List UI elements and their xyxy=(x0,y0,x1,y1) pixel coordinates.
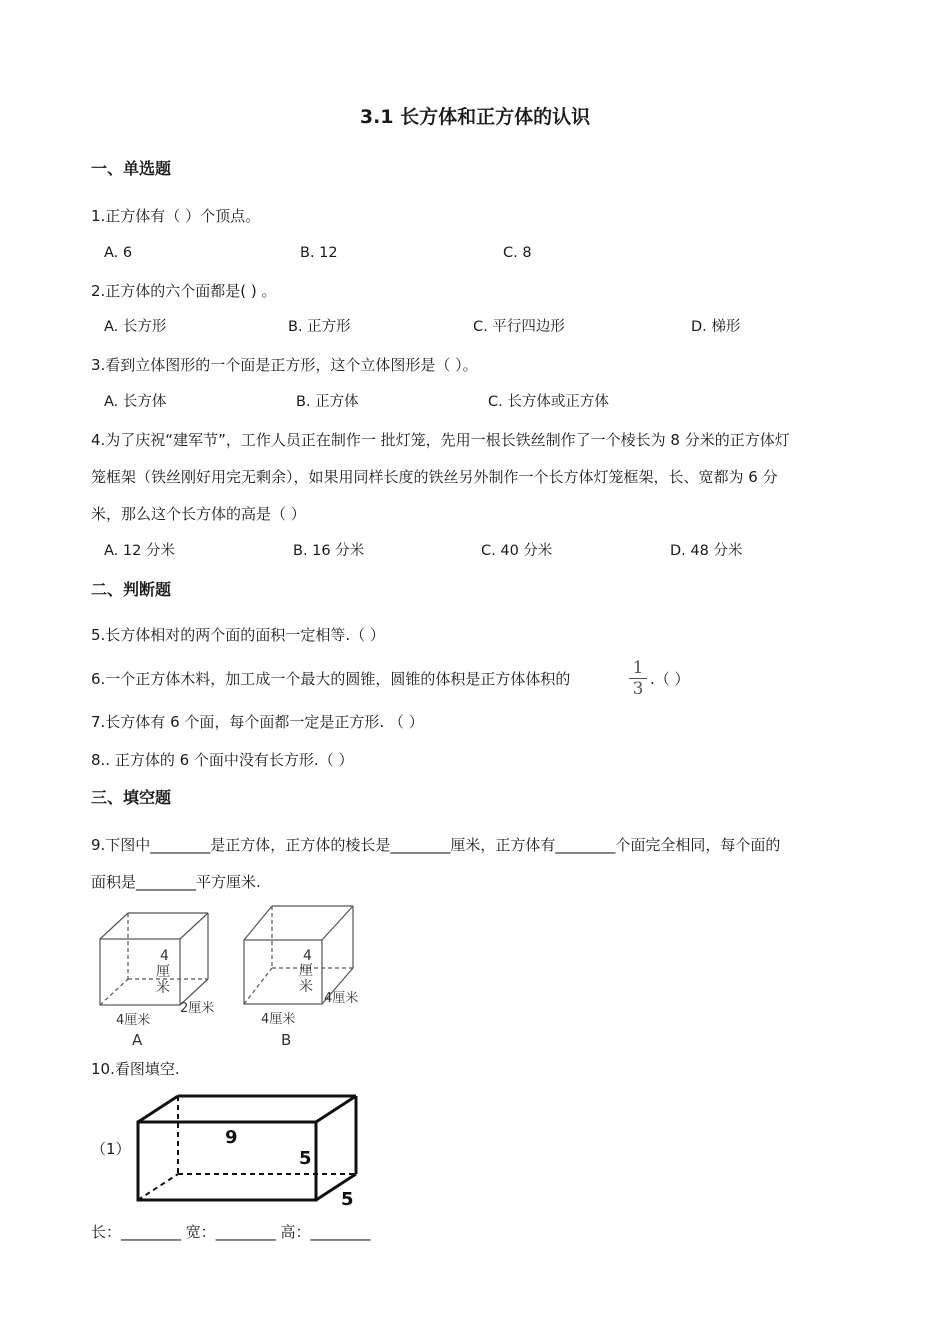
q2-option-b: B. 正方形 xyxy=(288,319,351,335)
figure-cuboid-a xyxy=(96,905,226,1050)
fig-a-height-unit-2: 米 xyxy=(156,980,170,996)
section-heading-single-choice: 一、单选题 xyxy=(91,159,172,178)
question-4-line-1: 4.为了庆祝“建军节”，工作人员正在制作一 批灯笼，先用一根长铁丝制作了一个棱长为 8 分米的正方体灯 xyxy=(91,431,790,449)
q2-option-d: D. 梯形 xyxy=(691,319,741,335)
fig-b-label: B xyxy=(281,1031,292,1049)
q2-option-a: A. 长方形 xyxy=(104,319,167,335)
page-title: 3.1 长方体和正方体的认识 xyxy=(359,106,591,128)
question-6-paren: .（ ） xyxy=(650,670,690,688)
question-10-subpart: （1） xyxy=(91,1140,131,1158)
q3-option-a: A. 长方体 xyxy=(104,394,167,410)
fig-a-length-label: 4厘米 xyxy=(116,1013,151,1028)
fig-a-label: A xyxy=(132,1031,143,1049)
section-heading-fill-in: 三、填空题 xyxy=(91,788,172,807)
question-6-text: 6.一个正方体木料，加工成一个最大的圆锥，圆锥的体积是正方体体积的 xyxy=(91,670,571,688)
question-5: 5.长方体相对的两个面的面积一定相等.（ ） xyxy=(91,626,385,644)
question-4-line-3: 米，那么这个长方体的高是（ ） xyxy=(91,505,306,523)
question-10-answer-line: 长：________ 宽：________ 高：________ xyxy=(91,1223,371,1241)
fraction-numerator: 1 xyxy=(632,658,644,678)
q10-height-dimension: 5 xyxy=(299,1148,312,1169)
fig-a-width-label: 2厘米 xyxy=(180,1001,215,1016)
q10-top-dimension: 9 xyxy=(225,1127,238,1148)
question-3: 3.看到立体图形的一个面是正方形，这个立体图形是（ ）。 xyxy=(91,356,478,374)
q1-option-b: B. 12 xyxy=(300,245,338,261)
question-2: 2.正方体的六个面都是( ) 。 xyxy=(91,282,277,300)
q3-option-b: B. 正方体 xyxy=(296,394,359,410)
question-9-line-1: 9.下图中________是正方体，正方体的棱长是________厘米，正方体有________个面完全相同，每个面的 xyxy=(91,836,781,854)
fig-b-height-value: 4 xyxy=(303,948,312,964)
fig-b-length-label: 4厘米 xyxy=(261,1012,296,1027)
question-1: 1.正方体有（ ）个顶点。 xyxy=(91,207,261,225)
fig-b-height-unit-1: 厘 xyxy=(299,963,313,979)
fig-a-height-unit-1: 厘 xyxy=(156,964,170,980)
question-4-line-2: 笼框架（铁丝刚好用完无剩余），如果用同样长度的铁丝另外制作一个长方体灯笼框架，长、宽都为 6 分 xyxy=(91,468,778,486)
question-10: 10.看图填空. xyxy=(91,1060,180,1078)
q1-option-a: A. 6 xyxy=(104,245,133,261)
section-heading-true-false: 二、判断题 xyxy=(91,580,172,599)
fig-a-height-value: 4 xyxy=(160,948,169,964)
fig-b-width-label: 4厘米 xyxy=(324,991,359,1006)
q4-option-c: C. 40 分米 xyxy=(481,543,553,559)
q1-option-c: C. 8 xyxy=(503,245,532,261)
q4-option-d: D. 48 分米 xyxy=(670,543,743,559)
q10-depth-dimension: 5 xyxy=(341,1189,354,1210)
figure-cuboid-q10 xyxy=(132,1090,364,1210)
question-8: 8.. 正方体的 6 个面中没有长方形.（ ） xyxy=(91,751,354,769)
q3-option-c: C. 长方体或正方体 xyxy=(488,394,609,410)
q2-option-c: C. 平行四边形 xyxy=(473,319,565,335)
question-7: 7.长方体有 6 个面，每个面都一定是正方形. （ ） xyxy=(91,713,424,731)
fraction-denominator: 3 xyxy=(632,679,644,699)
fig-b-height-unit-2: 米 xyxy=(299,979,313,995)
fraction-one-third xyxy=(629,659,647,698)
question-9-line-2: 面积是________平方厘米. xyxy=(91,873,261,891)
q4-option-b: B. 16 分米 xyxy=(293,543,365,559)
figure-cube-b xyxy=(239,898,379,1050)
q4-option-a: A. 12 分米 xyxy=(104,543,175,559)
